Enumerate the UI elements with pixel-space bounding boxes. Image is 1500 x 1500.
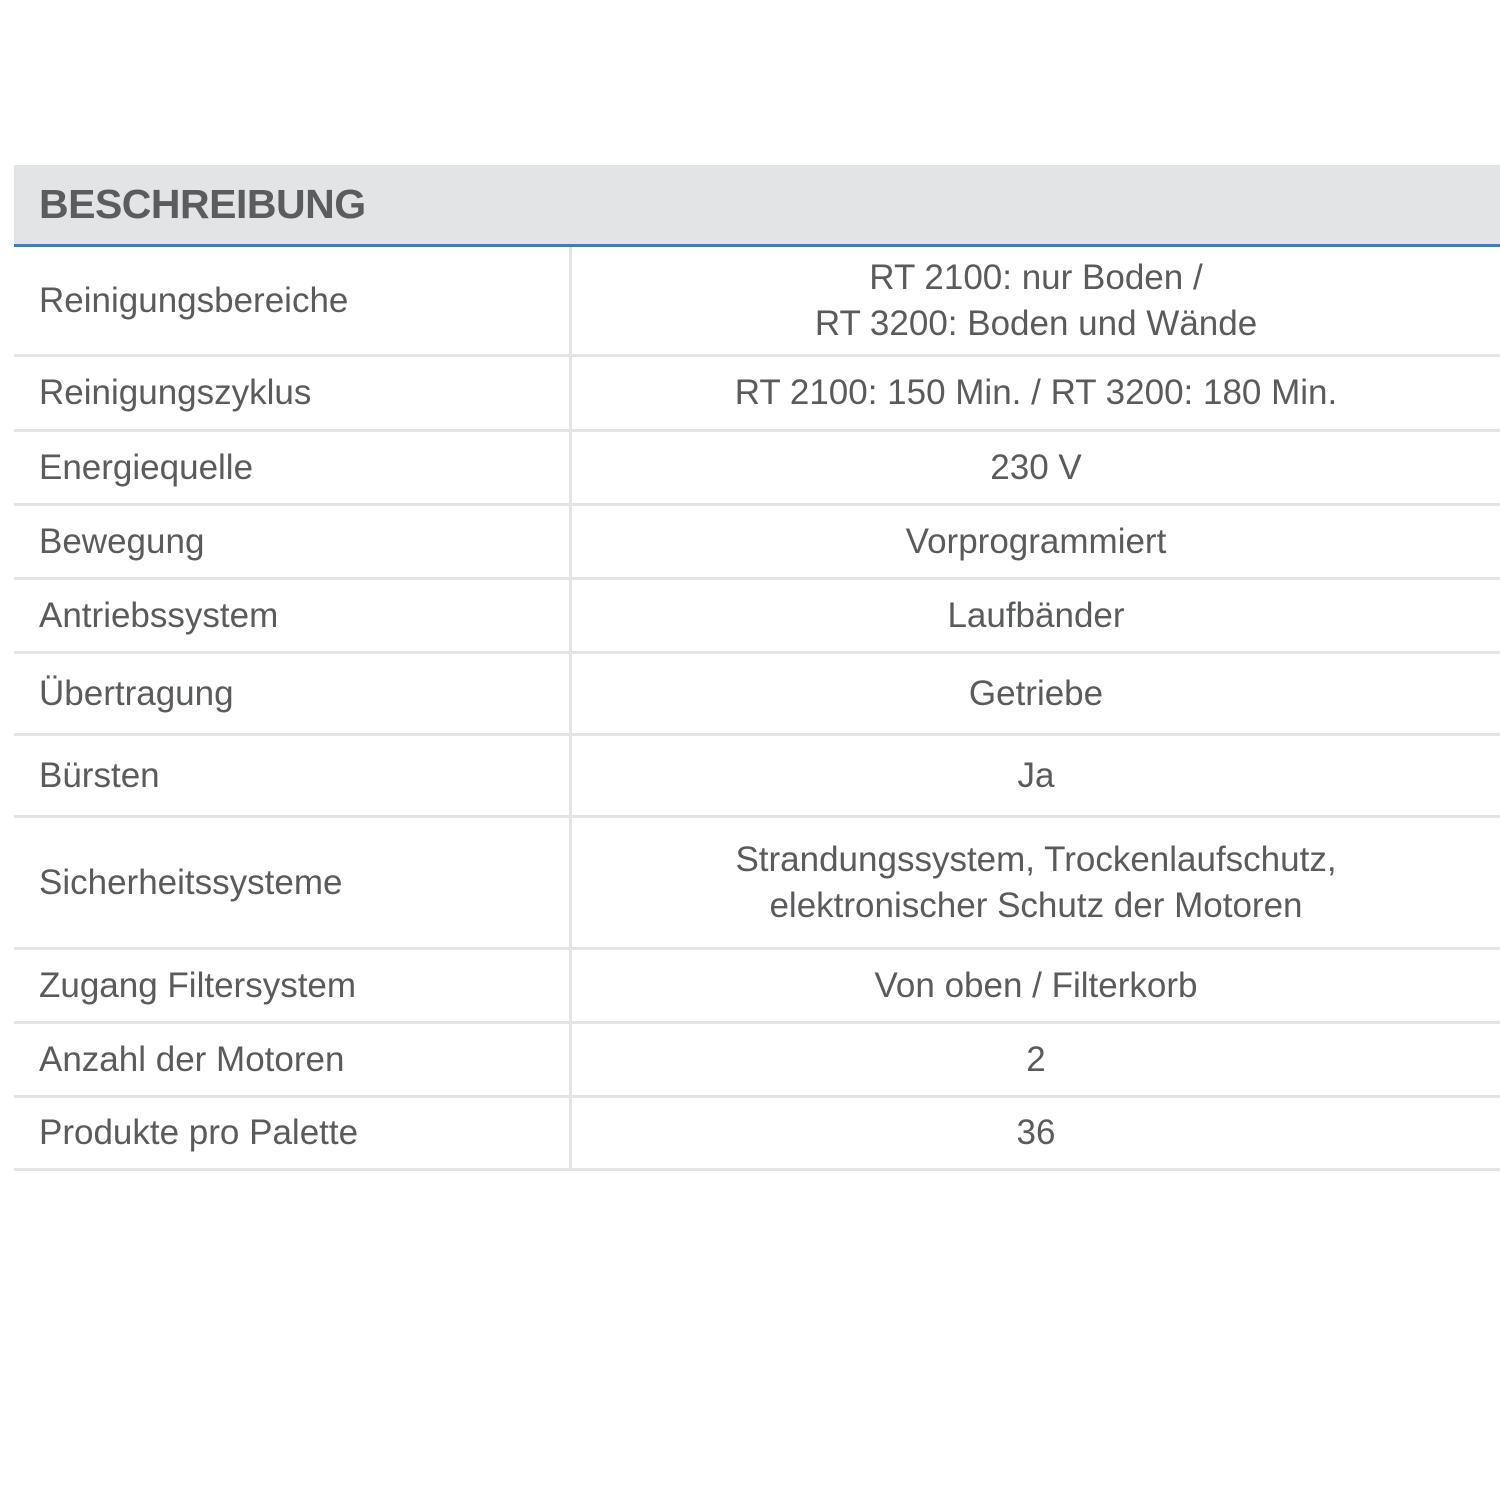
row-value: 230 V (990, 447, 1082, 487)
table-header (14, 165, 1500, 247)
table-row (14, 247, 1500, 354)
table-row (14, 1021, 1500, 1095)
table-row (14, 577, 1500, 651)
row-label: Anzahl der Motoren (14, 1024, 572, 1095)
row-value: Laufbänder (947, 595, 1125, 635)
row-label: Bürsten (14, 736, 572, 815)
row-value: Strandungssystem, Trockenlaufschutz, elektronischer Schutz der Motoren (735, 839, 1337, 925)
row-value: RT 2100: nur Boden / RT 3200: Boden und Wände (814, 257, 1258, 343)
spec-table (14, 165, 1500, 1171)
row-value: 2 (1026, 1039, 1046, 1079)
row-value: Vorprogrammiert (905, 521, 1167, 561)
row-label: Reinigungszyklus (14, 357, 572, 429)
table-row (14, 429, 1500, 503)
row-value: Von oben / Filterkorb (874, 965, 1198, 1005)
table-row (14, 354, 1500, 429)
row-label: Energiequelle (14, 432, 572, 503)
table-row (14, 733, 1500, 815)
table-body (14, 247, 1500, 1171)
row-label: Bewegung (14, 506, 572, 577)
row-label: Zugang Filtersystem (14, 950, 572, 1021)
row-label: Produkte pro Palette (14, 1098, 572, 1168)
row-label: Sicherheitssysteme (14, 818, 572, 947)
row-value: Ja (1017, 755, 1055, 795)
row-label: Antriebssystem (14, 580, 572, 651)
table-row (14, 651, 1500, 733)
row-label: Übertragung (14, 654, 572, 733)
row-value: Getriebe (968, 673, 1104, 713)
table-row (14, 815, 1500, 947)
table-title: BESCHREIBUNG (39, 181, 366, 227)
table-row (14, 503, 1500, 577)
row-label: Reinigungsbereiche (14, 247, 572, 354)
row-value: RT 2100: 150 Min. / RT 3200: 180 Min. (734, 373, 1338, 412)
table-row (14, 1095, 1500, 1168)
table-row (14, 947, 1500, 1021)
row-value: 36 (1016, 1113, 1056, 1152)
